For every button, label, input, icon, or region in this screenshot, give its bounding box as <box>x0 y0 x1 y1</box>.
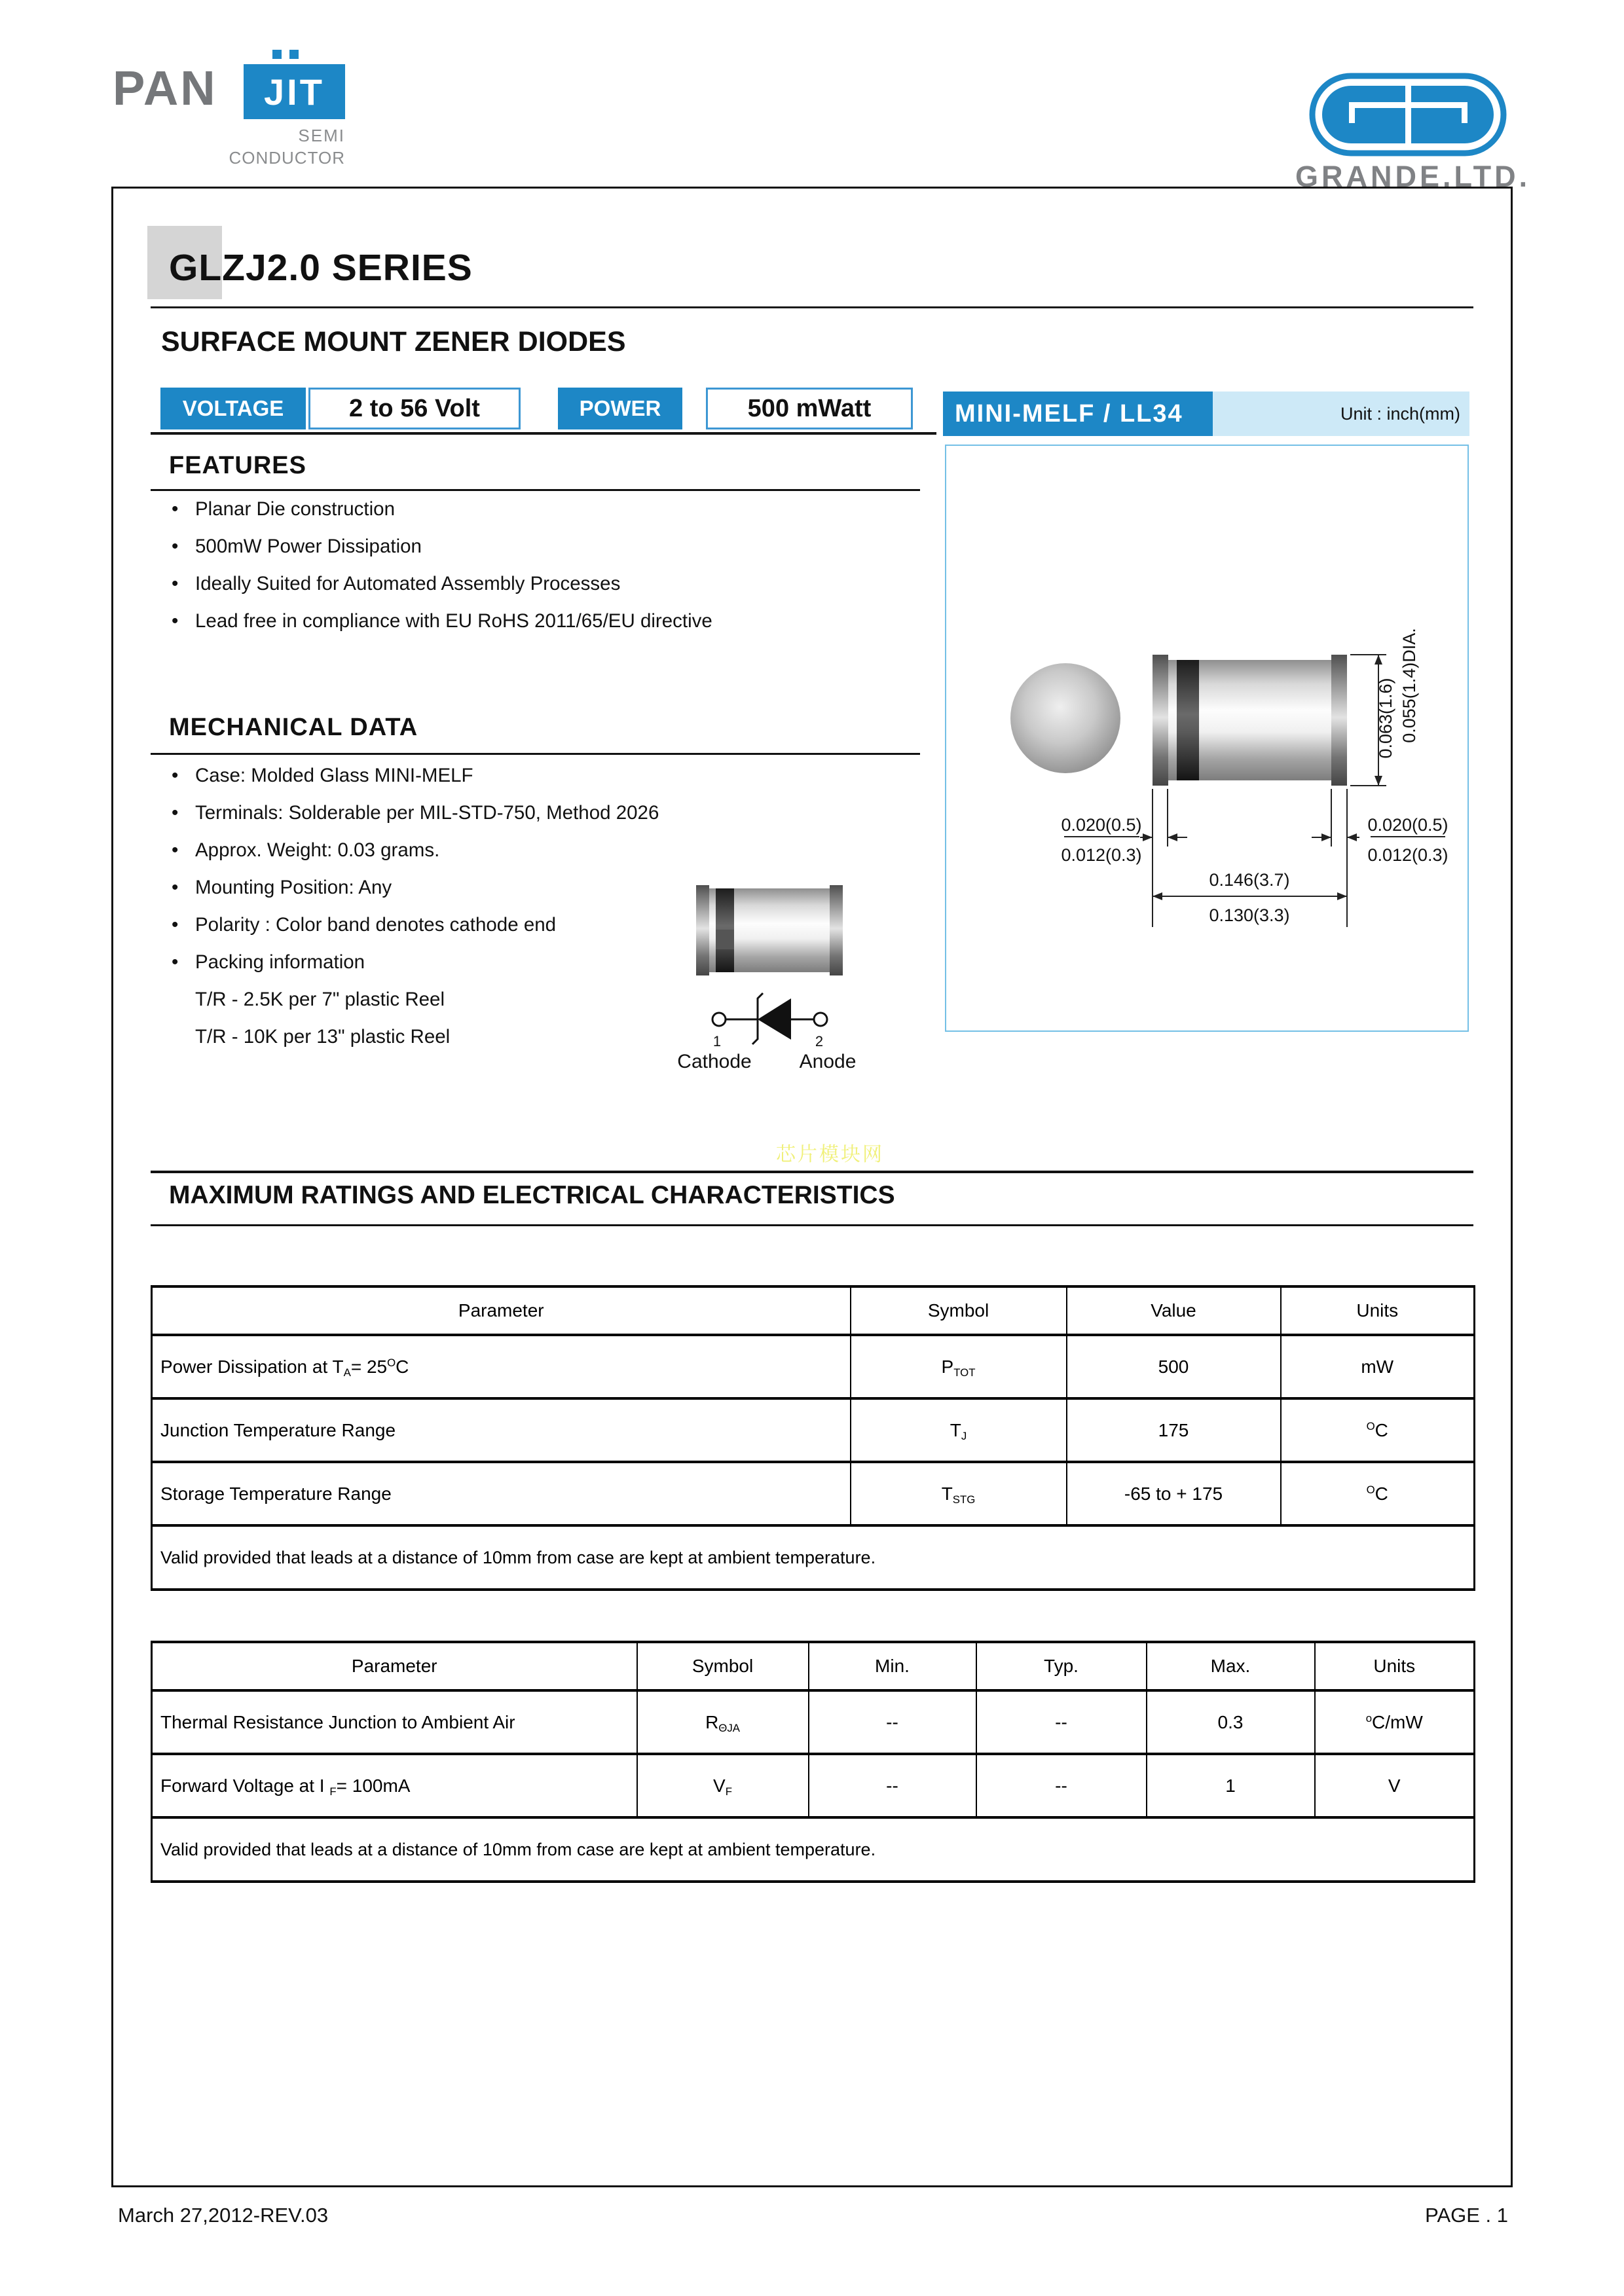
table-row <box>152 1335 1475 1398</box>
pin2-label: 2 <box>815 1033 824 1049</box>
logo-dot-icon <box>289 50 299 59</box>
table-note-row <box>152 1525 1475 1590</box>
list-item: • Ideally Suited for Automated Assembly Processes <box>165 574 938 594</box>
features-divider <box>151 489 920 491</box>
units-cell: V <box>1315 1754 1475 1817</box>
component-photo <box>691 877 848 982</box>
revision-date: March 27,2012-REV.03 <box>118 2204 329 2227</box>
table-note: Valid provided that leads at a distance of 10mm from case are kept at ambient temperature. <box>152 1817 1475 1882</box>
table-row <box>152 1754 1475 1817</box>
typ-cell: -- <box>976 1754 1147 1817</box>
column-header: Units <box>1315 1642 1475 1690</box>
end-view-disc <box>1010 663 1120 773</box>
units-cell: mW <box>1281 1335 1475 1398</box>
grande-logo-icon <box>1308 72 1507 157</box>
dim-end-right-top: 0.020(0.5) <box>1367 815 1449 835</box>
page-number: PAGE . 1 <box>1425 2204 1508 2227</box>
symbol-cell: $V_F$ <box>637 1754 809 1817</box>
mechanical-heading: MECHANICAL DATA <box>169 714 418 741</box>
dim-end-left-bottom: 0.012(0.3) <box>1061 845 1142 865</box>
characteristics-table <box>151 1641 1475 1883</box>
list-item: • Case: Molded Glass MINI-MELF <box>165 766 938 786</box>
table-row <box>152 1462 1475 1525</box>
logo-semi-text: SEMI <box>298 126 345 145</box>
units-cell: $^O$C <box>1281 1462 1475 1525</box>
table-row <box>152 1398 1475 1462</box>
panjit-logo-jit: JIT <box>244 64 345 119</box>
cathode-band <box>1177 660 1199 780</box>
column-header: Symbol <box>637 1642 809 1690</box>
cathode-label: Cathode <box>677 1051 752 1072</box>
symbol-cell: $R_{\Theta JA}$ <box>637 1690 809 1754</box>
value-cell: 500 <box>1067 1335 1281 1398</box>
column-header: Value <box>1067 1286 1281 1335</box>
logo-dot-icon <box>272 50 282 59</box>
symbol-cell: $T_{STG}$ <box>851 1462 1067 1525</box>
ratings-heading: MAXIMUM RATINGS AND ELECTRICAL CHARACTERISTICS <box>169 1181 895 1209</box>
parameter-cell: Power Dissipation at $T_A= 25^OC$ <box>152 1335 851 1398</box>
parameter-cell: Thermal Resistance Junction to Ambient Air <box>152 1690 637 1754</box>
pin1-label: 1 <box>712 1033 722 1049</box>
parameter-cell: Junction Temperature Range <box>152 1398 851 1462</box>
column-header: Parameter <box>152 1642 637 1690</box>
value-cell: 175 <box>1067 1398 1281 1462</box>
units-cell: $^O$C <box>1281 1398 1475 1462</box>
dim-length-bottom: 0.130(3.3) <box>1209 905 1290 925</box>
grande-logo-text: GRANDE.LTD. <box>1295 160 1531 193</box>
value-cell: -65 to + 175 <box>1067 1462 1281 1525</box>
page-title: GLZJ2.0 SERIES <box>169 247 473 289</box>
column-header: Parameter <box>152 1286 851 1335</box>
power-label-badge: POWER <box>558 388 682 429</box>
list-item: • 500mW Power Dissipation <box>165 537 938 556</box>
max-cell: 1 <box>1147 1754 1315 1817</box>
package-drawing-box <box>945 445 1469 1032</box>
ratings-divider-bottom <box>151 1224 1473 1226</box>
dim-end-right-bottom: 0.012(0.3) <box>1367 845 1449 865</box>
cylinder-cap-left <box>1153 655 1168 786</box>
list-item: • Planar Die construction <box>165 500 938 519</box>
ratings-divider-top <box>151 1171 1473 1173</box>
column-header: Units <box>1281 1286 1475 1335</box>
diode-triangle <box>758 998 791 1040</box>
dim-dia-outer: 0.063(1.6) <box>1376 678 1395 759</box>
unit-note: Unit : inch(mm) <box>1213 392 1469 436</box>
badge-divider <box>151 432 936 435</box>
list-item: • Terminals: Solderable per MIL-STD-750, Method 2026 <box>165 803 938 823</box>
list-item: • Mounting Position: Any <box>165 878 938 898</box>
voltage-label-badge: VOLTAGE <box>160 388 306 429</box>
column-header: Max. <box>1147 1642 1315 1690</box>
package-name-badge: MINI-MELF / LL34 <box>943 392 1213 436</box>
min-cell: -- <box>809 1754 976 1817</box>
packing-line: T/R - 10K per 13" plastic Reel <box>195 1026 451 1048</box>
max-ratings-table <box>151 1285 1475 1591</box>
table-note: Valid provided that leads at a distance of 10mm from case are kept at ambient temperature. <box>152 1525 1475 1590</box>
packing-line: T/R - 2.5K per 7" plastic Reel <box>195 989 445 1010</box>
min-cell: -- <box>809 1690 976 1754</box>
units-cell: $^o$C/mW <box>1315 1690 1475 1754</box>
typ-cell: -- <box>976 1690 1147 1754</box>
dim-length-top: 0.146(3.7) <box>1209 870 1290 890</box>
cylinder-cap-right <box>1331 655 1347 786</box>
list-item: • Lead free in compliance with EU RoHS 2011/65/EU directive <box>165 611 938 631</box>
mechanical-divider <box>151 753 920 755</box>
watermark-text: 芯片模块网 <box>776 1144 884 1165</box>
list-item: • Polarity : Color band denotes cathode end <box>165 915 938 935</box>
title-divider <box>151 306 1473 308</box>
max-cell: 0.3 <box>1147 1690 1315 1754</box>
package-outline-drawing <box>946 446 1467 1030</box>
anode-label: Anode <box>799 1051 857 1072</box>
zener-symbol <box>668 979 864 1074</box>
list-item: • Approx. Weight: 0.03 grams. <box>165 841 938 860</box>
power-value-box: 500 mWatt <box>706 388 913 429</box>
list-item: • Packing information <box>165 953 938 972</box>
column-header: Typ. <box>976 1642 1147 1690</box>
parameter-cell: Storage Temperature Range <box>152 1462 851 1525</box>
panjit-logo-pan: PAN <box>113 61 217 115</box>
dim-dia-inner: 0.055(1.4)DIA. <box>1399 628 1419 743</box>
logo-conductor-text: CONDUCTOR <box>229 148 345 168</box>
voltage-value-box: 2 to 56 Volt <box>308 388 521 429</box>
page-subtitle: SURFACE MOUNT ZENER DIODES <box>161 326 626 357</box>
dim-end-left-top: 0.020(0.5) <box>1061 815 1142 835</box>
symbol-cell: $P_{TOT}$ <box>851 1335 1067 1398</box>
parameter-cell: Forward Voltage at I $_F$= 100mA <box>152 1754 637 1817</box>
column-header: Min. <box>809 1642 976 1690</box>
symbol-cell: $T_J$ <box>851 1398 1067 1462</box>
features-list <box>165 500 938 649</box>
table-note-row <box>152 1817 1475 1882</box>
features-heading: FEATURES <box>169 452 306 479</box>
column-header: Symbol <box>851 1286 1067 1335</box>
table-row <box>152 1690 1475 1754</box>
